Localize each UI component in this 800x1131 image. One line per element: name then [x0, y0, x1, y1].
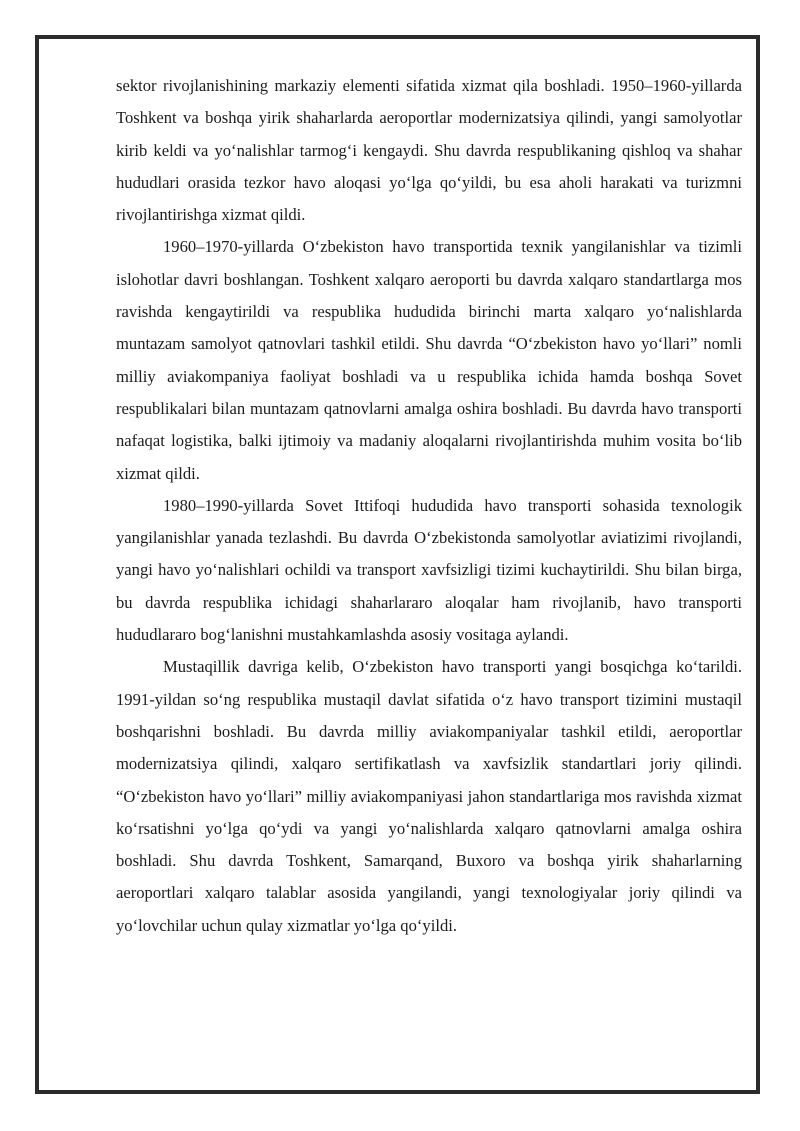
document-body [116, 70, 742, 942]
paragraph-1980-1990: 1980–1990-yillarda Sovet Ittifoqi hududida havo transporti sohasida texnologik yangilanishlar yanada tezlashdi. Bu davrda O‘zbekistonda samolyotlar aviatizimi rivojlandi, yangi havo yo‘nalishlari ochildi va transport xavfsizligi tizimi kuchaytirildi. Shu bilan birga, bu davrda respublika ichidagi shaharlararo aloqalar ham rivojlanib, havo transporti hududlararo bog‘lanishni mustahkamlashda asosiy vositaga aylandi. [116, 495, 742, 645]
paragraph-continuation: sektor rivojlanishining markaziy elementi sifatida xizmat qila boshladi. 1950–1960-yillarda Toshkent va boshqa yirik shaharlarda aeroportlar modernizatsiya qilindi, yangi samolyotlar kirib keldi va yo‘nalishlar tarmog‘i kengaydi. Shu davrda respublikaning qishloq va shahar hududlari orasida tezkor havo aloqasi yo‘lga qo‘yildi, bu esa aholi harakati va turizmni rivojlantirishga xizmat qildi. [116, 76, 742, 225]
paragraph-independence: Mustaqillik davriga kelib, O‘zbekiston havo transporti yangi bosqichga ko‘tarildi. 1991-yildan so‘ng respublika mustaqil davlat sifatida o‘z havo transport tizimini mustaqil boshqarishni boshladi. Bu davrda milliy aviakompaniyalar tashkil etildi, aeroportlar modernizatsiya qilindi, xalqaro sertifikatlash va xavfsizlik standartlari joriy qilindi. “O‘zbekiston havo yo‘llari” milliy aviakompaniyasi jahon standartlariga mos ravishda xizmat ko‘rsatishni yo‘lga qo‘ydi va yangi yo‘nalishlarda xalqaro qatnovlarni amalga oshira boshladi. Shu davrda Toshkent, Samarqand, Buxoro va boshqa yirik shaharlarning aeroportlari xalqaro talablar asosida yangilandi, yangi texnologiyalar joriy qilindi va yo‘lovchilar uchun qulay xizmatlar yo‘lga qo‘yildi. [116, 657, 742, 935]
paragraph-1960-1970: 1960–1970-yillarda O‘zbekiston havo transportida texnik yangilanishlar va tizimli islohotlar davri boshlangan. Toshkent xalqaro aeroporti bu davrda xalqaro standartlarga mos ravishda kengaytirildi va respublika hududida birinchi marta xalqaro yo‘nalishlarda muntazam samolyot qatnovlari tashkil etildi. Shu davrda “O‘zbekiston havo yo‘llari” nomli milliy aviakompaniya faoliyat boshladi va u respublika ichida hamda boshqa Sovet respublikalari bilan muntazam qatnovlarni amalga oshira boshladi. Bu davrda havo transporti nafaqat logistika, balki ijtimoiy va madaniy aloqalarni rivojlantirishda muhim vosita bo‘lib xizmat qildi. [116, 237, 742, 483]
